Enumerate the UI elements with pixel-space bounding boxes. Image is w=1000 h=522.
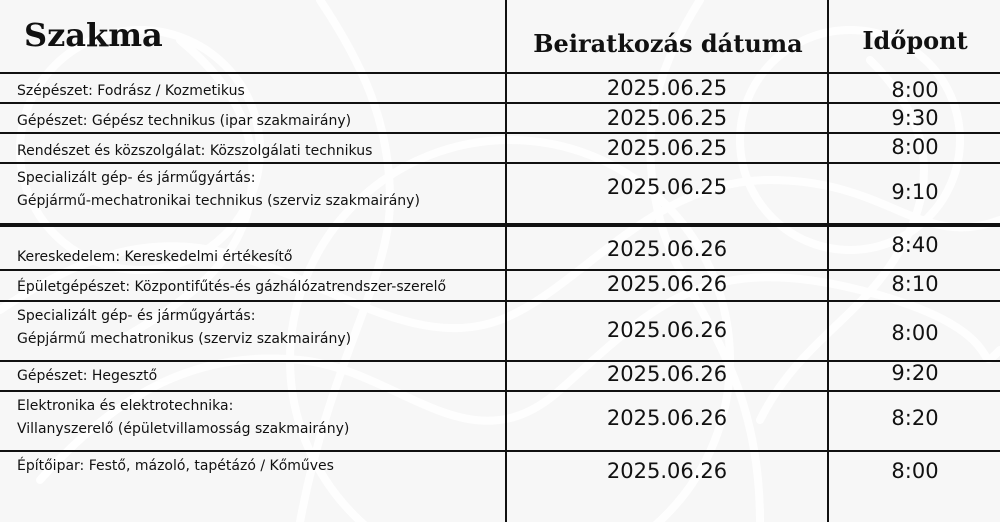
profession-cell: Gépészet: Gépész technikus (ipar szakmairány): [17, 113, 352, 129]
time-cell: 9:30: [891, 106, 939, 130]
table-row: [0, 457, 1000, 497]
table-row: [0, 135, 1000, 163]
date-cell: 2025.06.26: [606, 362, 728, 386]
table-row: [0, 307, 1000, 361]
time-cell: 8:00: [891, 78, 939, 102]
time-cell: 8:00: [891, 321, 939, 345]
time-header: Időpont: [862, 25, 968, 55]
profession-cell: Építőipar: Festő, mázoló, tapétázó / Kőműves: [17, 458, 334, 474]
day-group-divider: [0, 223, 1000, 227]
table-row: [0, 106, 1000, 133]
table-row: [0, 272, 1000, 299]
table-row: [0, 229, 1000, 269]
profession-cell: Kereskedelem: Kereskedelmi értékesítő: [17, 249, 293, 265]
profession-cell: Rendészet és közszolgálat: Közszolgálati technikus: [17, 143, 373, 159]
profession-cell: Épületgépészet: Központifűtés-és gázhálózatrendszer-szerelő: [17, 279, 447, 295]
time-cell: 8:40: [891, 233, 939, 257]
time-cell: 9:20: [891, 361, 939, 385]
date-cell: 2025.06.25: [606, 136, 728, 160]
profession-cell: Specializált gép- és járműgyártás: Gépjármű mechatronikus (szerviz szakmairány): [17, 308, 352, 347]
profession-cell: Elektronika és elektrotechnika: Villanyszerelő (épületvillamosság szakmairány): [17, 398, 350, 437]
profession-cell: Specializált gép- és járműgyártás: Gépjármű-mechatronikai technikus (szerviz szakmairány): [17, 170, 420, 209]
time-cell: 8:10: [891, 272, 939, 296]
table-row: [0, 76, 1000, 103]
date-cell: 2025.06.26: [606, 272, 728, 296]
date-header: Beiratkozás dátuma: [533, 28, 803, 58]
table-row: [0, 397, 1000, 451]
date-cell: 2025.06.26: [606, 459, 728, 483]
date-cell: 2025.06.25: [606, 76, 728, 100]
time-cell: 8:00: [891, 459, 939, 483]
time-cell: 8:00: [891, 135, 939, 159]
profession-header: Szakma: [24, 16, 163, 54]
time-cell: 9:10: [891, 180, 939, 204]
table-row: [0, 361, 1000, 391]
date-cell: 2025.06.26: [606, 318, 728, 342]
date-cell: 2025.06.25: [606, 106, 728, 130]
row-divider-5: [0, 269, 1000, 271]
date-cell: 2025.06.26: [606, 237, 728, 261]
row-divider-6: [0, 300, 1000, 302]
profession-cell: Szépészet: Fodrász / Kozmetikus: [17, 83, 245, 99]
time-cell: 8:20: [891, 406, 939, 430]
profession-cell: Gépészet: Hegesztő: [17, 368, 158, 384]
date-cell: 2025.06.25: [606, 175, 728, 199]
table-row: [0, 169, 1000, 223]
date-cell: 2025.06.26: [606, 406, 728, 430]
